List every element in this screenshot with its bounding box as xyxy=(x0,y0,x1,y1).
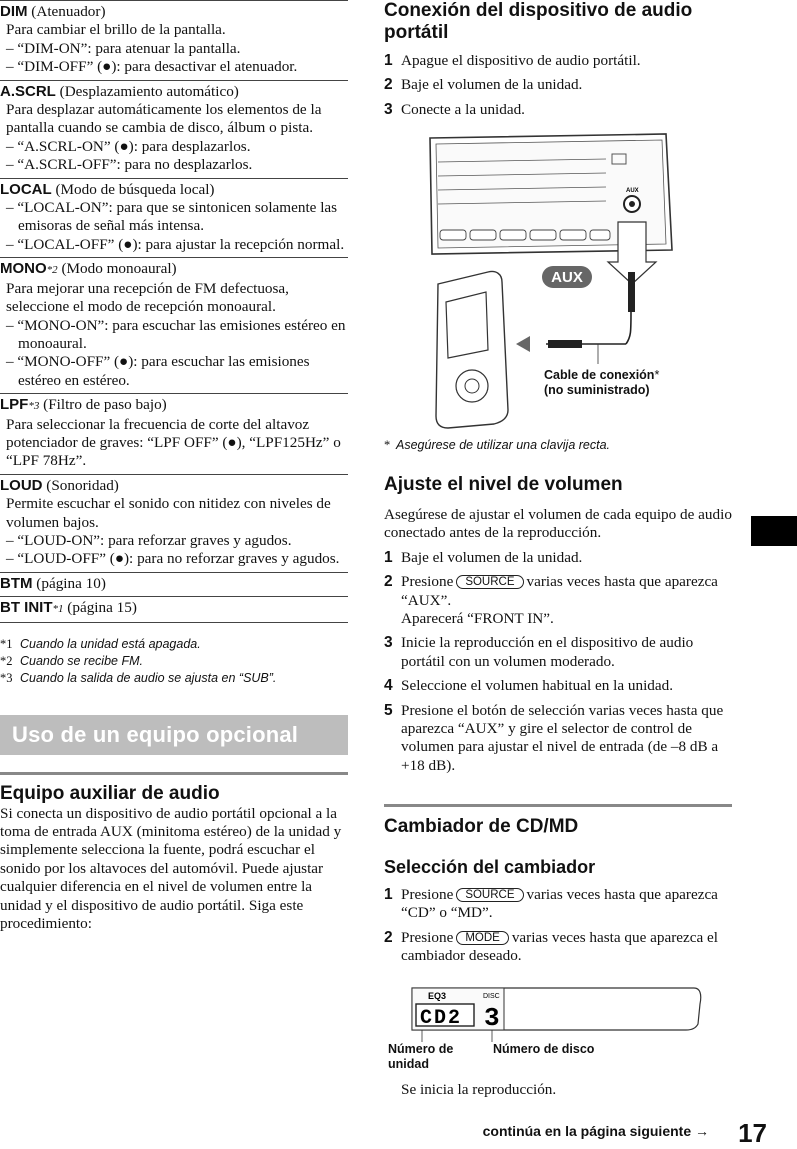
setting-text: Para desplazar automáticamente los elementos de la pantalla cuando se cambia de disco, álbum o pista. xyxy=(6,101,322,137)
setting-entry xyxy=(0,80,348,178)
setting-option: – “DIM-OFF” (●): para desactivar el atenuador. xyxy=(6,58,298,76)
svg-text:3: 3 xyxy=(484,1003,500,1033)
volume-intro: Asegúrese de ajustar el volumen de cada equipo de audio conectado antes de la reproducción. xyxy=(384,506,732,542)
setting-desc: (Modo monoaural) xyxy=(57,260,177,278)
setting-heading xyxy=(0,575,348,593)
setting-text: Para seleccionar la frecuencia de corte del altavoz potenciador de graves: “LPF OFF” (●), “LPF125Hz” o “LPF 78Hz”. xyxy=(6,415,341,470)
footnote: *2 Cuando se recibe FM. xyxy=(0,653,143,668)
setting-heading xyxy=(0,260,348,279)
settings-list xyxy=(0,0,348,622)
setting-entry xyxy=(0,257,348,393)
changer-display-figure xyxy=(408,984,708,1044)
source-button: SOURCE xyxy=(456,888,523,902)
source-button: SOURCE xyxy=(456,575,523,589)
setting-heading xyxy=(0,396,348,415)
setting-option: – “LOCAL-OFF” (●): para ajustar la recepción normal. xyxy=(6,235,345,253)
setting-option: – “LOUD-OFF” (●): para no reforzar graves y agudos. xyxy=(6,550,340,568)
setting-heading xyxy=(0,477,348,495)
footnote-ref: *1 xyxy=(52,603,64,616)
changer-subtitle: Selección del cambiador xyxy=(384,857,596,877)
setting-desc: (página 10) xyxy=(32,574,106,592)
footnote-ref: *3 xyxy=(28,400,40,413)
setting-name: MONO xyxy=(0,260,47,278)
section-banner: Uso de un equipo opcional xyxy=(0,715,348,755)
section-tab xyxy=(751,516,797,546)
setting-desc: (página 15) xyxy=(63,599,137,617)
volume-title: Ajuste el nivel de volumen xyxy=(384,474,623,495)
setting-entry xyxy=(0,0,348,80)
svg-text:DISC: DISC xyxy=(483,993,500,1000)
setting-heading xyxy=(0,83,348,101)
svg-text:AUX: AUX xyxy=(551,269,583,286)
changer-step: 1 Presione SOURCE varias veces hasta que aparezca “CD” o “MD”. xyxy=(384,886,718,922)
portable-player-icon xyxy=(436,271,508,428)
continue-footer: continúa en la página siguiente → xyxy=(482,1123,709,1139)
connect-step: 1 Apague el dispositivo de audio portátil. xyxy=(384,52,641,69)
section-rule xyxy=(0,772,348,775)
setting-heading xyxy=(0,181,348,199)
setting-heading xyxy=(0,3,348,21)
setting-option: – “LOCAL-ON”: para que se sintonicen solamente las emisoras de señal más intensa. xyxy=(6,199,338,235)
changer-title: Cambiador de CD/MD xyxy=(384,816,579,837)
setting-option: – “DIM-ON”: para atenuar la pantalla. xyxy=(6,39,241,57)
setting-entry xyxy=(0,572,348,596)
disc-number-label: Número de disco xyxy=(493,1042,595,1056)
setting-entry xyxy=(0,178,348,258)
setting-entry xyxy=(0,393,348,474)
footnote: *3 Cuando la salida de audio se ajusta en “SUB”. xyxy=(0,670,277,685)
volume-step: 3 Inicie la reproducción en el dispositivo de audio portátil con un volumen moderado. xyxy=(384,634,694,670)
setting-text: Para mejorar una recepción de FM defectuosa, seleccione el modo de recepción monoaural. xyxy=(6,279,289,316)
aux-section-body: Si conecta un dispositivo de audio portátil opcional a la toma de entrada AUX (minitoma estéreo) de la unidad y simplemente selecciona la fuente, podrá escuchar el sonido por los altavoces del automóvil. Puede ajustar cualquier diferencia en el nivel de volumen entre la unidad y el dispositivo de audio portátil. Siga este procedimiento: xyxy=(0,804,342,933)
setting-entry xyxy=(0,474,348,572)
setting-desc: (Atenuador) xyxy=(27,3,106,20)
aux-section-title: Equipo auxiliar de audio xyxy=(0,782,220,804)
volume-step: 5 Presione el botón de selección varias veces hasta que aparezca “AUX” y gire el selector de control de volumen para ajustar el nivel de entrada (de –8 dB a +18 dB). xyxy=(384,701,724,774)
cable-label: Cable de conexión* (no suministrado) xyxy=(544,368,660,397)
changer-after: Se inicia la reproducción. xyxy=(401,1081,557,1098)
setting-desc: (Sonoridad) xyxy=(42,476,119,494)
setting-name: LOUD xyxy=(0,476,43,494)
setting-option: – “MONO-OFF” (●): para escuchar las emisiones estéreo en estéreo. xyxy=(6,353,310,389)
setting-name: LPF xyxy=(0,396,29,414)
setting-name: DIM xyxy=(0,3,28,20)
volume-step: 2 Presione SOURCE varias veces hasta que aparezca “AUX”. Aparecerá “FRONT IN”. xyxy=(384,573,718,628)
setting-name: A.SCRL xyxy=(0,82,56,100)
setting-option: – “A.SCRL-ON” (●): para desplazarlos. xyxy=(6,137,251,155)
setting-entry xyxy=(0,596,348,621)
page-number: 17 xyxy=(738,1118,767,1148)
setting-name: LOCAL xyxy=(0,180,52,198)
svg-text:CD2: CD2 xyxy=(420,1007,463,1030)
setting-text: Permite escuchar el sonido con nitidez con niveles de volumen bajos. xyxy=(6,495,331,531)
mode-button: MODE xyxy=(456,931,509,945)
svg-text:EQ3: EQ3 xyxy=(428,991,447,1001)
connect-step: 3 Conecte a la unidad. xyxy=(384,100,525,118)
connect-title: Conexión del dispositivo de audio portátil xyxy=(384,0,693,43)
setting-desc: (Modo de búsqueda local) xyxy=(51,180,215,198)
volume-step: 1 Baje el volumen de la unidad. xyxy=(384,548,583,566)
unit-number-label: Número de unidad xyxy=(388,1042,454,1071)
changer-step: 2 Presione MODE varias veces hasta que aparezca el cambiador deseado. xyxy=(384,928,718,965)
setting-option: – “LOUD-ON”: para reforzar graves y agudos. xyxy=(6,531,292,549)
footnote: *1 Cuando la unidad está apagada. xyxy=(0,636,201,651)
footnote-ref: *2 xyxy=(46,264,58,277)
aux-badge xyxy=(542,266,592,288)
footnotes xyxy=(0,636,348,687)
setting-option: – “A.SCRL-OFF”: para no desplazarlos. xyxy=(6,156,253,174)
setting-text: Para cambiar el brillo de la pantalla. xyxy=(6,21,226,39)
svg-text:AUX: AUX xyxy=(626,188,639,194)
setting-name: BT INIT xyxy=(0,599,53,617)
setting-desc: (Filtro de paso bajo) xyxy=(39,396,167,414)
left-column xyxy=(0,0,348,933)
connect-step: 2 Baje el volumen de la unidad. xyxy=(384,76,583,94)
setting-heading xyxy=(0,599,348,618)
setting-option: – “MONO-ON”: para escuchar las emisiones estéreo en monoaural. xyxy=(6,316,346,352)
right-column xyxy=(384,0,732,1098)
setting-desc: (Desplazamiento automático) xyxy=(55,82,239,100)
volume-step: 4 Seleccione el volumen habitual en la unidad. xyxy=(384,677,674,695)
connect-note: * Asegúrese de utilizar una clavija recta. xyxy=(384,438,611,452)
setting-name: BTM xyxy=(0,574,33,592)
